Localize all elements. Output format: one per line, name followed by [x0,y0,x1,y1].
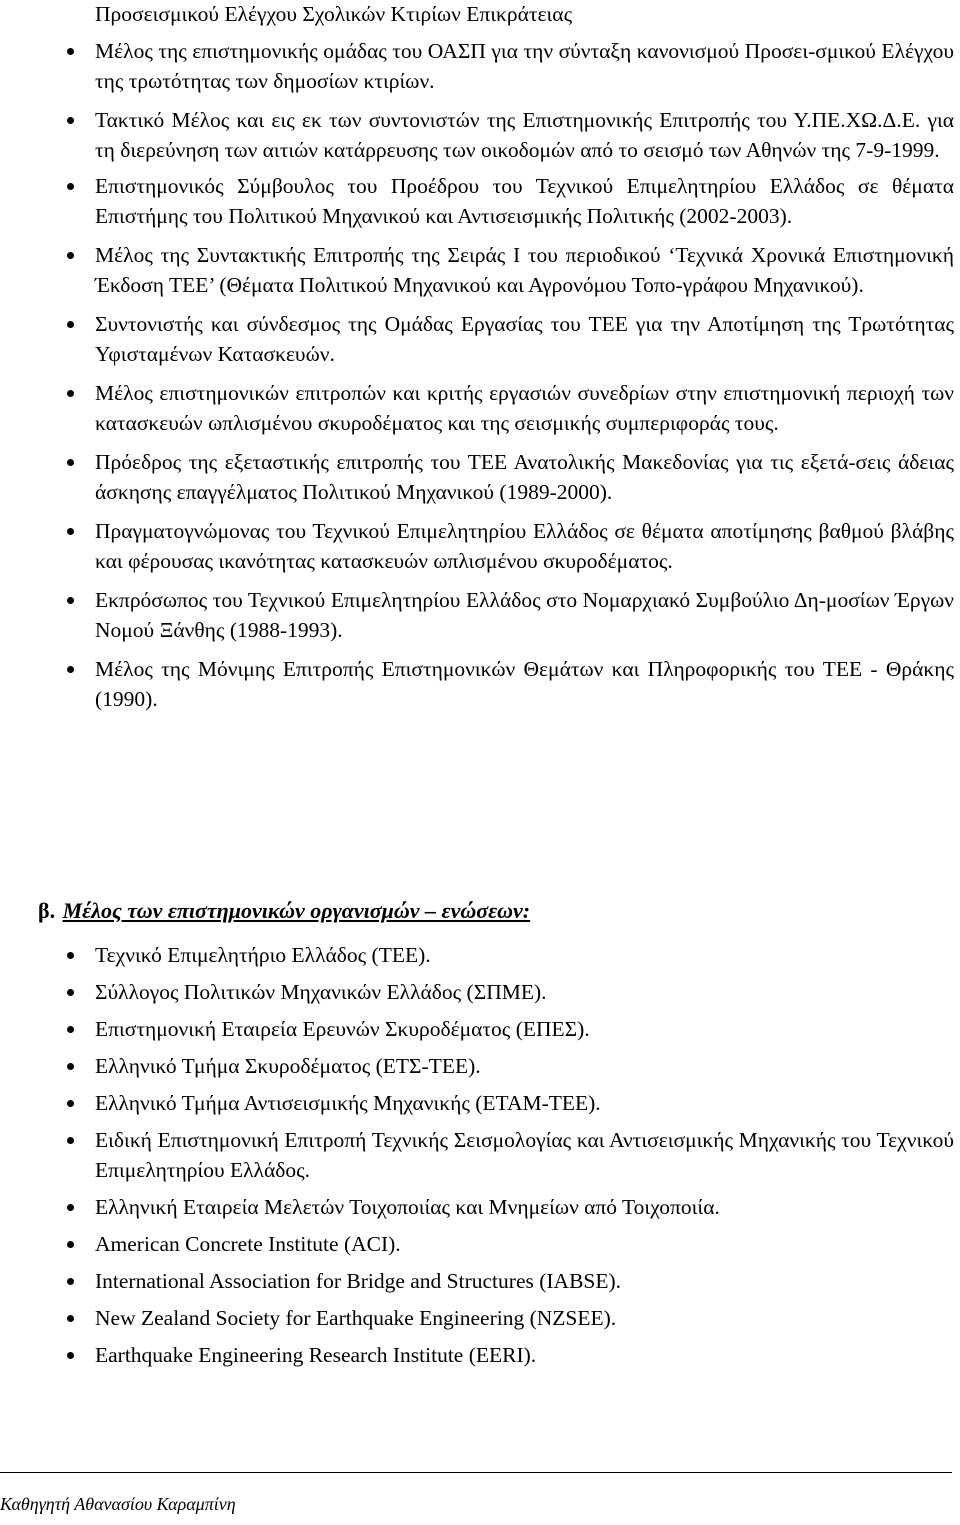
list-item [0,1014,960,1044]
list-item [0,1088,960,1118]
list-item-text: Εκπρόσωπος του Τεχνικού Επιμελητηρίου Ελλάδος στο Νομαρχιακό Συμβούλιο Δη-μοσίων Έργων Νομού Ξάνθης (1988-1993). [95,588,954,642]
list-item-text: Σύλλογος Πολιτικών Μηχανικών Ελλάδος (ΣΠΜΕ). [95,980,547,1004]
bullet-icon [67,390,74,397]
list-item-text: Μέλος της επιστημονικής ομάδας του ΟΑΣΠ για την σύνταξη κανονισμού Προσει-σμικού Ελέγχου της τρωτότητας των δημοσίων κτιρίων. [95,39,954,93]
list-item-text: Επιστημονική Εταιρεία Ερευνών Σκυροδέματος (ΕΠΕΣ). [95,1017,590,1041]
bullet-icon [67,1241,74,1248]
bullet-icon [67,1204,74,1211]
list-item [0,585,960,645]
list-item-text: International Association for Bridge and Structures (IABSE). [95,1269,622,1293]
list-item-text: Τεχνικό Επιμελητήριο Ελλάδος (ΤΕΕ). [95,943,431,967]
bullet-icon [67,1063,74,1070]
bullet-icon [67,1278,74,1285]
bullet-icon [67,1100,74,1107]
bullet-icon [67,459,74,466]
bullet-icon [67,321,74,328]
list-item [0,36,960,96]
list-item-text: Μέλος της Μόνιμης Επιτροπής Επιστημονικών Θεμάτων και Πληροφορικής του ΤΕΕ - Θράκης (1990). [95,657,954,711]
list-item [0,940,960,970]
list-item-text: Πραγματογνώμονας του Τεχνικού Επιμελητηρίου Ελλάδος σε θέματα αποτίμησης βαθμού βλάβης και φέρουσας ικανότητας κατασκευών ωπλισμένου σκυροδέματος. [95,519,954,573]
list-item [0,309,960,369]
list-item [0,105,960,165]
list-item-text: Ελληνικό Τμήμα Σκυροδέματος (ΕΤΣ-ΤΕΕ). [95,1054,481,1078]
list-item [0,516,960,576]
bullet-icon [67,48,74,55]
list-item-text: Ειδική Επιστημονική Επιτροπή Τεχνικής Σεισμολογίας και Αντισεισμικής Μηχανικής του Τεχνικού Επιμελητηρίου Ελλάδος. [95,1128,954,1182]
list-item-text: Συντονιστής και σύνδεσμος της Ομάδας Εργασίας του ΤΕΕ για την Αποτίμηση της Τρωτότητας Υφισταμένων Κατασκευών. [95,312,954,366]
bullet-icon [67,183,74,190]
list-item [0,654,960,714]
bullet-icon [67,1352,74,1359]
list-item-text: Ελληνικό Τμήμα Αντισεισμικής Μηχανικής (ΕΤΑΜ-ΤΕΕ). [95,1091,601,1115]
list-item-text: Earthquake Engineering Research Institute (EERI). [95,1343,537,1367]
list-item-text: Πρόεδρος της εξεταστικής επιτροπής του ΤΕΕ Ανατολικής Μακεδονίας για τις εξετά-σεις άδειας άσκησης επαγγέλματος Πολιτικού Μηχανικού (1989-2000). [95,450,954,504]
list-item [0,1229,960,1259]
bullet-icon [67,252,74,259]
bullet-icon [67,528,74,535]
list-item-text: Μέλος επιστημονικών επιτροπών και κριτής εργασιών συνεδρίων στην επιστημονική περιοχή των κατασκευών ωπλισμένου σκυροδέματος και της σεισμικής συμπεριφοράς τους. [95,381,954,435]
list-item [0,1125,960,1185]
bullet-icon [67,666,74,673]
list-item-text: Ελληνική Εταιρεία Μελετών Τοιχοποιίας και Μνημείων από Τοιχοποιία. [95,1195,720,1219]
list-item-text: American Concrete Institute (ACI). [95,1232,401,1256]
list-item [0,1051,960,1081]
list-item-text: Τακτικό Μέλος και εις εκ των συντονιστών της Επιστημονικής Επιτροπής του Υ.ΠΕ.ΧΩ.Δ.Ε. για τη διερεύνηση των αιτιών κατάρρευσης των οικοδομών από το σεισμό των Αθηνών της 7-9-1999. [95,108,954,162]
list-item [0,977,960,1007]
bullet-icon [67,952,74,959]
section-a-list [0,36,960,723]
list-item [0,1340,960,1370]
footer-divider [0,1472,952,1473]
bullet-icon [67,1137,74,1144]
list-item-text: New Zealand Society for Earthquake Engineering (NZSEE). [95,1306,617,1330]
list-item [0,378,960,438]
section-b-heading [38,898,530,924]
bullet-icon [67,1026,74,1033]
list-item [0,1266,960,1296]
section-number: β. [38,898,56,923]
section-title: Μέλος των επιστημονικών οργανισμών – ενώσεων: [62,898,531,923]
bullet-icon [67,597,74,604]
list-item [0,1192,960,1222]
bullet-icon [67,117,74,124]
list-item [0,1303,960,1333]
list-item [0,240,960,300]
list-item-text: Μέλος της Συντακτικής Επιτροπής της Σειράς Ι του περιοδικού ‘Τεχνικά Χρονικά Επιστημονική Έκδοση ΤΕΕ’ (Θέματα Πολιτικού Μηχανικού και Αγρονόμου Τοπο-γράφου Μηχανικού). [95,243,954,297]
list-item-text: Επιστημονικός Σύμβουλος του Προέδρου του Τεχνικού Επιμελητηρίου Ελλάδος σε θέματα Επιστήμης του Πολιτικού Μηχανικού και Αντισεισμικής Πολιτικής (2002-2003). [95,174,954,228]
section-b-list [0,940,960,1377]
continuation-line: Προσεισμικού Ελέγχου Σχολικών Κτιρίων Επικράτειας [95,2,573,26]
list-item [0,171,960,231]
footer-author: Καθηγητή Αθανασίου Καραμπίνη [0,1494,236,1514]
bullet-icon [67,1315,74,1322]
bullet-icon [67,989,74,996]
list-item [0,447,960,507]
